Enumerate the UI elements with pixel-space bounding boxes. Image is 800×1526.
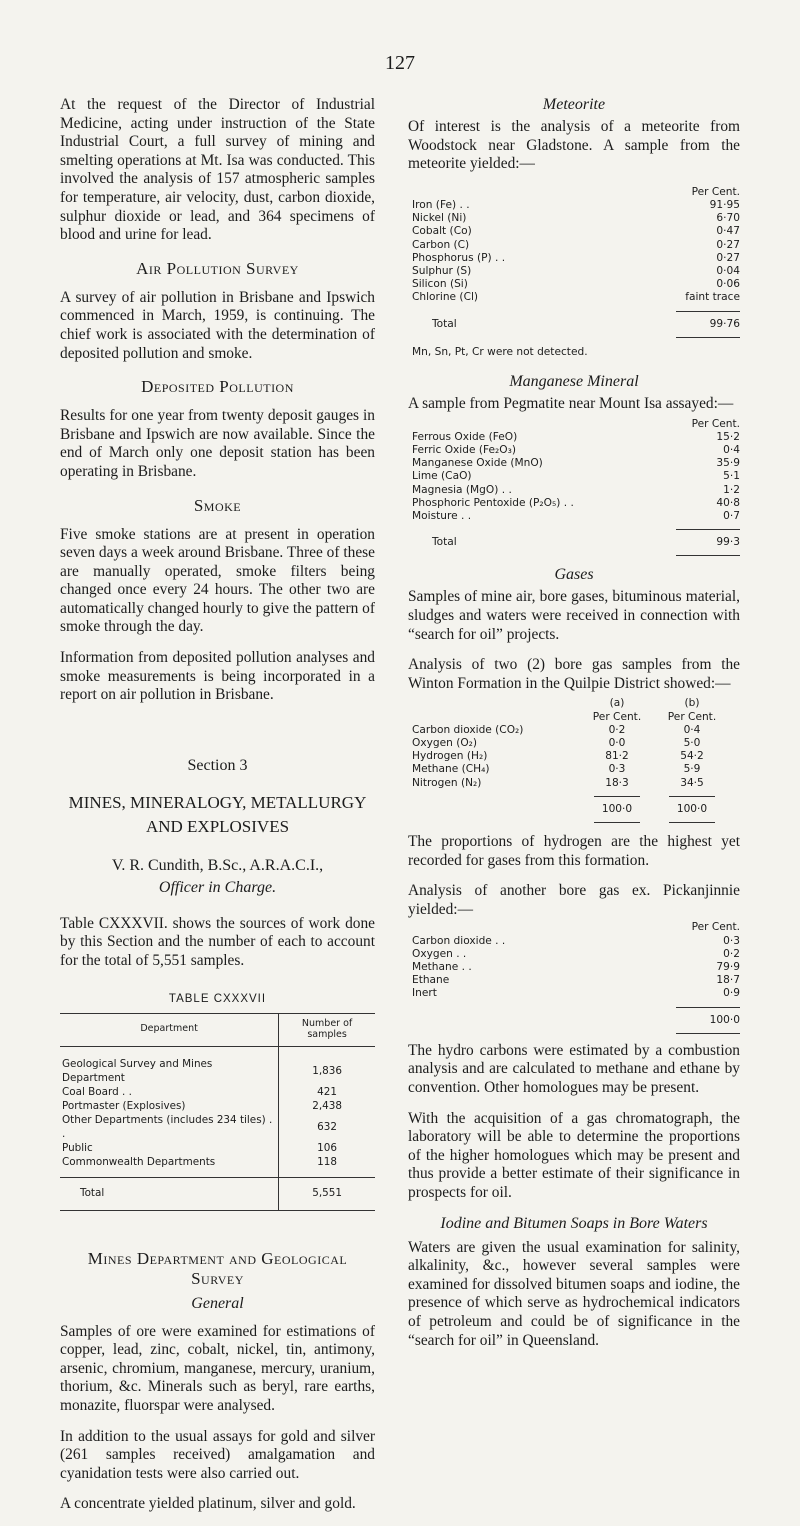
analysis-total-row xyxy=(408,1014,740,1027)
section-title xyxy=(60,791,375,839)
officer-name: V. R. Cundith, B.Sc., A.R.A.C.I., xyxy=(111,856,324,874)
air-pollution-heading: Air Pollution Survey xyxy=(136,258,299,278)
gas-value-b: 0·4 xyxy=(683,723,701,736)
gas-per-cent-a: Per Cent. xyxy=(592,710,642,723)
gas-value-a: 18·3 xyxy=(605,776,629,789)
analysis-row xyxy=(408,484,740,497)
analysis-value: 5·1 xyxy=(723,470,740,483)
total-rule xyxy=(676,529,740,530)
meteorite-analysis xyxy=(408,186,740,359)
table-cell-number: 2,438 xyxy=(312,1099,342,1112)
samples-table xyxy=(60,1013,375,1211)
analysis-total-value: 99·76 xyxy=(709,317,740,330)
analysis-name: Nickel (Ni) xyxy=(412,212,467,225)
table-row xyxy=(60,1046,375,1085)
analysis-name: Carbon dioxide . . xyxy=(412,934,506,947)
gas-row xyxy=(408,763,740,776)
section-number: Section 3 xyxy=(187,756,248,774)
analysis-name: Ferric Oxide (Fe₂O₃) xyxy=(412,444,516,457)
gas-row xyxy=(408,724,740,737)
air-pollution-paragraph: A survey of air pollution in Brisbane and Ipswich commenced in March, 1959, is continuing. The chief work is associated with the determination of deposited pollution and smoke. xyxy=(60,288,375,362)
analysis-total-label: Total xyxy=(432,317,457,330)
officer-role: Officer in Charge. xyxy=(158,878,277,896)
analysis-row xyxy=(408,457,740,470)
analysis-row xyxy=(408,974,740,987)
analysis-name: Sulphur (S) xyxy=(412,265,472,277)
analysis-row xyxy=(408,987,740,1000)
gas-per-cent-row xyxy=(408,711,740,724)
gas-total-row xyxy=(408,803,740,816)
gas-value-b: 5·0 xyxy=(683,737,701,750)
per-cent-header: Per Cent. xyxy=(691,417,740,430)
analysis-row xyxy=(408,510,740,523)
manganese-heading: Manganese Mineral xyxy=(509,373,639,391)
table-cell-number: 421 xyxy=(317,1085,338,1098)
table-cell-department: Geological Survey and Mines Department xyxy=(60,1046,279,1085)
analysis-value: 1·2 xyxy=(723,483,740,496)
analysis-row xyxy=(408,961,740,974)
analysis-row xyxy=(408,948,740,961)
total-rule xyxy=(676,337,740,338)
iodine-heading: Iodine and Bitumen Soaps in Bore Waters xyxy=(440,1214,708,1232)
analysis-name: Carbon (C) xyxy=(412,238,470,251)
gas-value-b: 54·2 xyxy=(680,750,704,763)
analysis-total-value: 100·0 xyxy=(709,1013,740,1026)
analysis-row xyxy=(408,252,740,265)
table-row xyxy=(60,1155,375,1178)
officer-block xyxy=(60,855,375,899)
gas-value-a: 0·0 xyxy=(608,737,626,750)
pickanjinnie-paragraph: Analysis of another bore gas ex. Pickanjinnie yielded:— xyxy=(408,882,740,918)
analysis-row xyxy=(408,278,740,291)
analysis-value: 15·2 xyxy=(716,430,740,443)
analysis-name: Moisture . . xyxy=(412,510,472,523)
analysis-value: 40·8 xyxy=(716,496,740,509)
analysis-name: Oxygen . . xyxy=(412,947,467,960)
gas-row xyxy=(408,750,740,763)
gas-value-a: 0·3 xyxy=(608,763,626,776)
gas-value-a: 81·2 xyxy=(605,750,629,763)
table-header-department: Department xyxy=(60,1013,279,1046)
analysis-name: Inert xyxy=(412,987,437,1000)
gas-total-a: 100·0 xyxy=(601,802,633,815)
gases-paragraph-1: Samples of mine air, bore gases, bituminous material, sludges and waters were received in connection with “search for oil” projects. xyxy=(408,588,740,643)
gas-row xyxy=(408,737,740,750)
gas-name: Oxygen (O₂) xyxy=(412,737,478,750)
gas-total-rule xyxy=(408,796,740,797)
table-cell-department: Portmaster (Explosives) xyxy=(60,1099,279,1113)
analysis-value: 0·27 xyxy=(716,251,740,264)
deposited-pollution-paragraph: Results for one year from twenty deposit gauges in Brisbane and Ipswich are now available. Since the end of March only one deposit station has been operating in Brisbane. xyxy=(60,407,375,480)
analysis-name: Phosphorus (P) . . xyxy=(412,251,506,264)
analysis-row xyxy=(408,212,740,225)
gases-paragraph-3: The proportions of hydrogen are the highest yet recorded for gases from this formation. xyxy=(408,833,740,869)
total-rule xyxy=(676,555,740,556)
analysis-total-label: Total xyxy=(432,536,457,549)
analysis-row xyxy=(408,225,740,238)
analysis-name: Cobalt (Co) xyxy=(412,225,472,238)
analysis-value: 0·04 xyxy=(716,265,740,277)
table-cell-number: 632 xyxy=(317,1120,338,1133)
analysis-value: 91·95 xyxy=(709,198,740,211)
gases-paragraph-2: Analysis of two (2) bore gas samples from the Winton Formation in the Quilpie District showed:— xyxy=(408,656,740,692)
analysis-name: Ethane xyxy=(412,974,450,987)
table-total-row xyxy=(60,1177,375,1210)
general-paragraph-3: A concentrate yielded platinum, silver and gold. xyxy=(60,1495,356,1513)
analysis-name: Methane . . xyxy=(412,961,472,974)
gas-total-b: 100·0 xyxy=(676,802,708,815)
table-cell-department: Public xyxy=(60,1141,279,1155)
chromatograph-paragraph: With the acquisition of a gas chromatograph, the laboratory will be able to determine the proportions of the higher homologues which may be present and thus provide a better estimate of their significance in prospects for oil. xyxy=(408,1109,740,1201)
table-row xyxy=(60,1099,375,1113)
pickanjinnie-analysis xyxy=(408,921,740,1033)
analysis-row xyxy=(408,431,740,444)
gas-name: Methane (CH₄) xyxy=(412,763,490,776)
analysis-row xyxy=(408,239,740,252)
analysis-name: Magnesia (MgO) . . xyxy=(412,483,512,496)
analysis-row xyxy=(408,497,740,510)
smoke-heading: Smoke xyxy=(193,495,242,515)
table-intro-paragraph: Table CXXXVII. shows the sources of work done by this Section and the number of each to account for the total of 5,551 samples. xyxy=(60,914,375,970)
table-cell-number: 1,836 xyxy=(312,1064,342,1077)
analysis-total-row xyxy=(408,318,740,331)
mines-department-heading: Mines Department and Geological Survey xyxy=(87,1248,348,1288)
analysis-value: 0·4 xyxy=(723,444,740,457)
analysis-name: Lime (CaO) xyxy=(412,470,472,483)
page-number: 127 xyxy=(385,52,415,74)
analysis-value: 35·9 xyxy=(716,457,740,470)
total-rule xyxy=(676,1033,740,1034)
gases-heading: Gases xyxy=(554,566,594,584)
gas-value-b: 5·9 xyxy=(683,763,701,776)
per-cent-header: Per Cent. xyxy=(691,921,740,934)
gas-value-a: 0·2 xyxy=(608,723,626,736)
gas-name: Carbon dioxide (CO₂) xyxy=(412,723,524,736)
table-header-number: Number of samples xyxy=(279,1013,375,1046)
analysis-row xyxy=(408,470,740,483)
right-column xyxy=(408,96,740,1362)
analysis-value: 0·27 xyxy=(716,238,740,251)
section-title-line-1: MINES, MINERALOGY, METALLURGY xyxy=(68,792,367,812)
analysis-value: 79·9 xyxy=(716,961,740,974)
gas-total-rule xyxy=(408,822,740,823)
gas-per-cent-b: Per Cent. xyxy=(667,710,717,723)
total-rule xyxy=(676,311,740,312)
analysis-name: Chlorine (Cl) xyxy=(412,291,479,304)
deposited-pollution-heading: Deposited Pollution xyxy=(141,377,294,397)
bore-gas-analysis xyxy=(408,697,740,823)
table-cell-department: Commonwealth Departments xyxy=(60,1155,279,1178)
table-cell-department: Coal Board . . xyxy=(60,1085,279,1099)
gas-name: Hydrogen (H₂) xyxy=(412,750,488,763)
iodine-paragraph: Waters are given the usual examination for salinity, alkalinity, &c., however several samples were examined for dissolved bitumen soaps and iodine, the presence of which serve as hydrochemical indicators of petroleum and could be of significance in the “search for oil” in Queensland. xyxy=(408,1238,740,1349)
table-cell-number: 118 xyxy=(317,1155,338,1168)
table-cell-number: 106 xyxy=(317,1141,338,1154)
analysis-value: 18·7 xyxy=(716,974,740,987)
general-heading: General xyxy=(191,1294,244,1312)
section-title-line-2: AND EXPLOSIVES xyxy=(145,816,290,836)
meteorite-heading: Meteorite xyxy=(542,96,606,113)
analysis-value: 0·7 xyxy=(723,510,740,523)
meteorite-paragraph: Of interest is the analysis of a meteorite from Woodstock near Gladstone. A sample from the meteorite yielded:— xyxy=(408,118,740,173)
analysis-name: Iron (Fe) . . xyxy=(412,198,470,211)
analysis-value: 0·9 xyxy=(723,987,740,1000)
table-total-label: Total xyxy=(60,1177,279,1210)
analysis-row xyxy=(408,265,740,278)
gas-value-b: 34·5 xyxy=(680,776,704,789)
table-row xyxy=(60,1085,375,1099)
analysis-total-row xyxy=(408,536,740,549)
analysis-value: 0·3 xyxy=(723,934,740,947)
smoke-paragraph: Five smoke stations are at present in operation seven days a week around Brisbane. Three of these are manually operated, smoke filters being changed once every 24 hours. The other two are automatically changed hourly to give the pattern of smoke through the day. xyxy=(60,525,375,636)
analysis-name: Silicon (Si) xyxy=(412,278,468,291)
analysis-name: Phosphoric Pentoxide (P₂O₅) . . xyxy=(412,496,574,509)
intro-paragraph: At the request of the Director of Industrial Medicine, acting under instruction of the State Industrial Court, a full survey of mining and smelting operations at Mt. Isa was conducted. This involved the analysis of 157 atmospheric samples for temperature, air velocity, dust, carbon dioxide, sulphur dioxide or lead, and 364 specimens of blood and urine for lead. xyxy=(60,96,375,244)
analysis-value: 0·06 xyxy=(716,278,740,291)
analysis-total-value: 99·3 xyxy=(716,536,740,549)
table-cell-department: Other Departments (includes 234 tiles) . . xyxy=(60,1113,279,1141)
general-paragraph-2: In addition to the usual assays for gold and silver (261 samples received) amalgamation and cyanidation tests were also carried out. xyxy=(60,1427,375,1482)
gas-row xyxy=(408,777,740,790)
gas-name: Nitrogen (N₂) xyxy=(412,776,482,789)
analysis-value: faint trace xyxy=(685,291,740,304)
manganese-paragraph: A sample from Pegmatite near Mount Isa assayed:— xyxy=(408,395,734,413)
table-title: TABLE CXXXVII xyxy=(168,992,267,1005)
analysis-row xyxy=(408,444,740,457)
left-column xyxy=(60,96,375,1526)
analysis-row xyxy=(408,199,740,212)
hydrocarbons-paragraph: The hydro carbons were estimated by a combustion analysis and are calculated to methane and ethane by convention. Other homologues may be present. xyxy=(408,1041,740,1097)
table-total-value: 5,551 xyxy=(279,1177,375,1210)
manganese-analysis xyxy=(408,418,740,557)
analysis-row xyxy=(408,935,740,948)
analysis-value: 0·2 xyxy=(723,947,740,960)
per-cent-header: Per Cent. xyxy=(691,185,740,198)
gas-col-a-label: (a) xyxy=(609,697,625,710)
total-rule xyxy=(676,1007,740,1008)
info-paragraph: Information from deposited pollution analyses and smoke measurements is being incorporated in a report on air pollution in Brisbane. xyxy=(60,649,375,704)
analysis-value: 6·70 xyxy=(716,212,740,225)
analysis-row xyxy=(408,291,740,304)
gas-col-labels xyxy=(408,697,740,710)
analysis-value: 0·47 xyxy=(716,225,740,238)
gas-col-b-label: (b) xyxy=(684,697,700,710)
table-row xyxy=(60,1113,375,1141)
analysis-name: Ferrous Oxide (FeO) xyxy=(412,430,518,443)
analysis-name: Manganese Oxide (MnO) xyxy=(412,457,543,470)
general-paragraph-1: Samples of ore were examined for estimations of copper, lead, zinc, cobalt, nickel, tin, antimony, arsenic, chromium, manganese, mercury, uranium, thorium, &c. Minerals such as beryl, rare earths, monazite, fluorspar were analysed. xyxy=(60,1322,375,1414)
table-row xyxy=(60,1141,375,1155)
meteorite-note: Mn, Sn, Pt, Cr were not detected. xyxy=(412,345,588,358)
